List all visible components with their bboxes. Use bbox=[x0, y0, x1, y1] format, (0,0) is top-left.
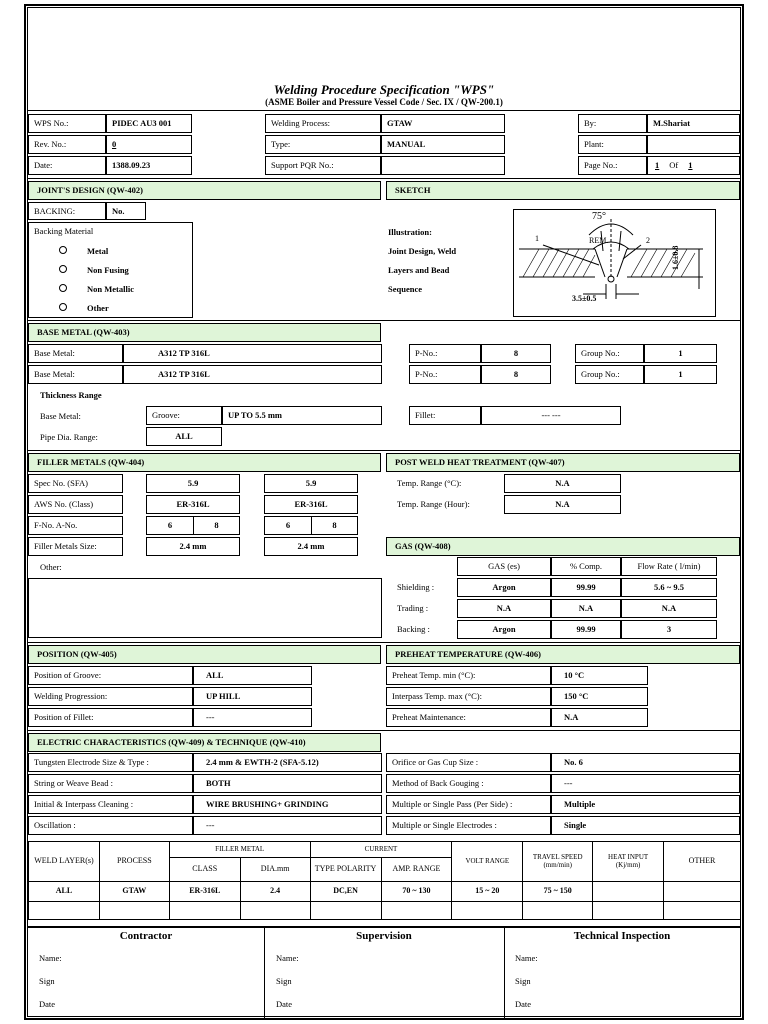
preheat-maintenance-label: Preheat Maintenance: bbox=[386, 708, 551, 727]
f-no-value-2: 6 bbox=[264, 516, 312, 535]
groove-value: UP TO 5.5 mm bbox=[222, 406, 382, 425]
sketch-angle-label: 75° bbox=[592, 211, 606, 222]
oscillation-label: Oscillation : bbox=[28, 816, 193, 835]
interpass-max-value: 150 °C bbox=[551, 687, 648, 706]
other-radio[interactable] bbox=[59, 303, 67, 311]
volt-range-cell: 15 ~ 20 bbox=[452, 882, 523, 902]
empty-cell bbox=[240, 902, 310, 920]
pwht-hour-label: Temp. Range (Hour): bbox=[397, 499, 470, 509]
rev-no-label: Rev. No.: bbox=[28, 135, 106, 154]
a-no-value-1: 8 bbox=[193, 516, 240, 535]
contractor-heading: Contractor bbox=[119, 930, 173, 942]
inspection-sign-label: Sign bbox=[515, 976, 531, 986]
pass-label: Multiple or Single Pass (Per Side) : bbox=[386, 795, 551, 814]
empty-cell bbox=[169, 902, 240, 920]
aws-no-value-2: ER-316L bbox=[264, 495, 358, 514]
support-pqr-value bbox=[381, 156, 505, 175]
sketch-heading: SKETCH bbox=[386, 181, 740, 200]
empty-cell bbox=[664, 902, 741, 920]
date-value: 1388.09.23 bbox=[106, 156, 192, 175]
divider bbox=[27, 730, 741, 731]
rev-no-value: 0 bbox=[106, 135, 192, 154]
f-no-value-1: 6 bbox=[146, 516, 194, 535]
base-metal-label: Base Metal: bbox=[28, 365, 123, 384]
progression-value: UP HILL bbox=[193, 687, 312, 706]
cleaning-value: WIRE BRUSHING+ GRINDING bbox=[193, 795, 382, 814]
trading-label: Trading : bbox=[397, 603, 429, 613]
spec-no-label: Spec No. (SFA) bbox=[28, 474, 123, 493]
heat-input-header: HEAT INPUT (Kj/mm) bbox=[593, 842, 664, 882]
comp-column-header: % Comp. bbox=[551, 557, 621, 576]
empty-cell bbox=[452, 902, 523, 920]
divider bbox=[27, 320, 741, 321]
illustration-line: Layers and Bead bbox=[388, 265, 450, 275]
other-option-label: Other bbox=[87, 303, 109, 313]
contractor-date-label: Date bbox=[39, 999, 56, 1009]
current-header: CURRENT bbox=[310, 842, 452, 858]
class-cell: ER-316L bbox=[169, 882, 240, 902]
divider bbox=[27, 178, 741, 179]
weld-parameters-table bbox=[28, 841, 741, 920]
type-polarity-header: TYPE POLARITY bbox=[310, 858, 381, 882]
base-metal-value: A312 TP 316L bbox=[123, 344, 382, 363]
empty-cell bbox=[381, 902, 452, 920]
thickness-base-metal-label: Base Metal: bbox=[40, 411, 81, 421]
type-value: MANUAL bbox=[381, 135, 505, 154]
empty-cell bbox=[593, 902, 664, 920]
fillet-position-label: Position of Fillet: bbox=[28, 708, 193, 727]
electric-heading: ELECTRIC CHARACTERISTICS (QW-409) & TECHNIQUE (QW-410) bbox=[28, 733, 381, 752]
oscillation-value: --- bbox=[193, 816, 382, 835]
trading-flow: N.A bbox=[621, 599, 717, 618]
filler-metal-header: FILLER METAL bbox=[169, 842, 310, 858]
groove-position-value: ALL bbox=[193, 666, 312, 685]
gas-heading: GAS (QW-408) bbox=[386, 537, 740, 556]
empty-cell bbox=[99, 902, 169, 920]
illustration-line: Joint Design, Weld bbox=[388, 246, 457, 256]
f-a-no-label: F-No. A-No. bbox=[28, 516, 123, 535]
pwht-heading: POST WELD HEAT TREATMENT (QW-407) bbox=[386, 453, 740, 472]
spec-no-value-1: 5.9 bbox=[146, 474, 240, 493]
illustration-label: Illustration: bbox=[388, 227, 432, 237]
trading-comp: N.A bbox=[551, 599, 621, 618]
tungsten-value: 2.4 mm & EWTH-2 (SFA-5.12) bbox=[193, 753, 382, 772]
preheat-min-label: Preheat Temp. min (°C): bbox=[386, 666, 551, 685]
electrodes-label: Multiple or Single Electrodes : bbox=[386, 816, 551, 835]
backing-material-label: Backing Material bbox=[34, 226, 94, 236]
base-metal-value: A312 TP 316L bbox=[123, 365, 382, 384]
page-no-label: Page No.: bbox=[578, 156, 647, 175]
pipe-dia-label: Pipe Dia. Range: bbox=[40, 432, 98, 442]
preheat-heading: PREHEAT TEMPERATURE (QW-406) bbox=[386, 645, 740, 664]
other-header: OTHER bbox=[664, 842, 741, 882]
backing-gas: Argon bbox=[457, 620, 551, 639]
shielding-comp: 99.99 bbox=[551, 578, 621, 597]
spec-no-value-2: 5.9 bbox=[264, 474, 358, 493]
trading-gas: N.A bbox=[457, 599, 551, 618]
gas-column-header: GAS (es) bbox=[457, 557, 551, 576]
groove-position-label: Position of Groove: bbox=[28, 666, 193, 685]
document-subtitle: (ASME Boiler and Pressure Vessel Code / Sec. IX / QW-200.1) bbox=[265, 97, 503, 107]
base-metal-heading: BASE METAL (QW-403) bbox=[28, 323, 381, 342]
amp-range-header: AMP. RANGE bbox=[381, 858, 452, 882]
cleaning-label: Initial & Interpass Cleaning : bbox=[28, 795, 193, 814]
a-no-value-2: 8 bbox=[311, 516, 358, 535]
non-metallic-option-label: Non Metallic bbox=[87, 284, 134, 294]
travel-speed-cell: 75 ~ 150 bbox=[523, 882, 593, 902]
pwht-hour-value: N.A bbox=[504, 495, 621, 514]
shielding-gas: Argon bbox=[457, 578, 551, 597]
amp-range-cell: 70 ~ 130 bbox=[381, 882, 452, 902]
type-polarity-cell: DC,EN bbox=[310, 882, 381, 902]
backing-gas-label: Backing : bbox=[397, 624, 430, 634]
dia-header: DIA.mm bbox=[240, 858, 310, 882]
welding-process-label: Welding Process: bbox=[265, 114, 381, 133]
shielding-flow: 5.6 ~ 9.5 bbox=[621, 578, 717, 597]
by-label: By: bbox=[578, 114, 647, 133]
divider bbox=[27, 110, 741, 111]
supervision-heading: Supervision bbox=[356, 930, 412, 942]
back-gouging-label: Method of Back Gouging : bbox=[386, 774, 551, 793]
weld-layer-header: WELD LAYER(s) bbox=[29, 842, 100, 882]
group-no-value: 1 bbox=[644, 365, 717, 384]
groove-label: Groove: bbox=[146, 406, 222, 425]
preheat-maintenance-value: N.A bbox=[551, 708, 648, 727]
plant-label: Plant: bbox=[578, 135, 647, 154]
pwht-temp-value: N.A bbox=[504, 474, 621, 493]
p-no-label: P-No.: bbox=[409, 365, 481, 384]
orifice-label: Orifice or Gas Cup Size : bbox=[386, 753, 551, 772]
other-notes-box[interactable] bbox=[28, 578, 382, 638]
supervision-sign-label: Sign bbox=[276, 976, 292, 986]
travel-speed-header: TRAVEL SPEED (mm/min) bbox=[523, 842, 593, 882]
metal-option-label: Metal bbox=[87, 246, 109, 256]
fillet-value: --- --- bbox=[481, 406, 621, 425]
filler-size-value-2: 2.4 mm bbox=[264, 537, 358, 556]
backing-flow: 3 bbox=[621, 620, 717, 639]
empty-cell bbox=[310, 902, 381, 920]
sketch-thickness-label: 1.6±0.8 bbox=[671, 245, 680, 270]
progression-label: Welding Progression: bbox=[28, 687, 193, 706]
shielding-label: Shielding : bbox=[397, 582, 435, 592]
backing-value: No. bbox=[106, 202, 146, 220]
volt-range-header: VOLT RANGE bbox=[452, 842, 523, 882]
fillet-label: Fillet: bbox=[409, 406, 481, 425]
sketch-layer-1-label: 1 bbox=[535, 234, 539, 243]
inspection-name-label: Name: bbox=[515, 953, 538, 963]
pass-value: Multiple bbox=[551, 795, 740, 814]
pipe-dia-value: ALL bbox=[146, 427, 222, 446]
contractor-sign-label: Sign bbox=[39, 976, 55, 986]
position-heading: POSITION (QW-405) bbox=[28, 645, 381, 664]
aws-no-value-1: ER-316L bbox=[146, 495, 240, 514]
other-cell bbox=[664, 882, 741, 902]
process-header: PROCESS bbox=[99, 842, 169, 882]
string-weave-value: BOTH bbox=[193, 774, 382, 793]
divider bbox=[27, 926, 741, 928]
supervision-name-label: Name: bbox=[276, 953, 299, 963]
filler-size-label: Filler Metals Size: bbox=[28, 537, 123, 556]
metal-radio[interactable] bbox=[59, 246, 67, 254]
joints-heading: JOINT'S DESIGN (QW-402) bbox=[28, 181, 381, 200]
non-metallic-radio[interactable] bbox=[59, 284, 67, 292]
group-no-label: Group No.: bbox=[575, 344, 644, 363]
p-no-label: P-No.: bbox=[409, 344, 481, 363]
sketch-rem-label: REM. bbox=[589, 236, 609, 245]
joint-sketch bbox=[513, 209, 716, 317]
filler-size-value-1: 2.4 mm bbox=[146, 537, 240, 556]
non-fusing-option-label: Non Fusing bbox=[87, 265, 129, 275]
wps-no-value: PIDEC AU3 001 bbox=[106, 114, 192, 133]
group-no-value: 1 bbox=[644, 344, 717, 363]
interpass-max-label: Interpass Temp. max (°C): bbox=[386, 687, 551, 706]
string-weave-label: String or Weave Bead : bbox=[28, 774, 193, 793]
weld-layer-cell: ALL bbox=[29, 882, 100, 902]
page-no-value: 1 Of 1 bbox=[647, 156, 740, 175]
class-header: CLASS bbox=[169, 858, 240, 882]
wps-no-label: WPS No.: bbox=[28, 114, 106, 133]
backing-label: BACKING: bbox=[28, 202, 106, 220]
tungsten-label: Tungsten Electrode Size & Type : bbox=[28, 753, 193, 772]
empty-cell bbox=[523, 902, 593, 920]
other-label: Other: bbox=[40, 562, 62, 572]
sketch-layer-2-label: 2 bbox=[646, 236, 650, 245]
filler-heading: FILLER METALS (QW-404) bbox=[28, 453, 381, 472]
dia-cell: 2.4 bbox=[240, 882, 310, 902]
illustration-line: Sequence bbox=[388, 284, 422, 294]
back-gouging-value: --- bbox=[551, 774, 740, 793]
process-cell: GTAW bbox=[99, 882, 169, 902]
by-value: M.Shariat bbox=[647, 114, 740, 133]
heat-input-cell bbox=[593, 882, 664, 902]
p-no-value: 8 bbox=[481, 365, 551, 384]
welding-process-value: GTAW bbox=[381, 114, 505, 133]
divider bbox=[27, 642, 741, 643]
base-metal-label: Base Metal: bbox=[28, 344, 123, 363]
group-no-label: Group No.: bbox=[575, 365, 644, 384]
p-no-value: 8 bbox=[481, 344, 551, 363]
support-pqr-label: Support PQR No.: bbox=[265, 156, 381, 175]
electrodes-value: Single bbox=[551, 816, 740, 835]
pwht-temp-label: Temp. Range (°C): bbox=[397, 478, 462, 488]
sketch-gap-label: 3.5±0.5 bbox=[572, 294, 597, 303]
supervision-date-label: Date bbox=[276, 999, 293, 1009]
backing-comp: 99.99 bbox=[551, 620, 621, 639]
inspection-date-label: Date bbox=[515, 999, 532, 1009]
thickness-range-label: Thickness Range bbox=[40, 390, 102, 400]
type-label: Type: bbox=[265, 135, 381, 154]
contractor-name-label: Name: bbox=[39, 953, 62, 963]
non-fusing-radio[interactable] bbox=[59, 265, 67, 273]
preheat-min-value: 10 °C bbox=[551, 666, 648, 685]
inspection-heading: Technical Inspection bbox=[573, 930, 671, 942]
document-title: Welding Procedure Specification "WPS" bbox=[273, 82, 495, 97]
fillet-position-value: --- bbox=[193, 708, 312, 727]
empty-cell bbox=[29, 902, 100, 920]
flow-column-header: Flow Rate ( l/min) bbox=[621, 557, 717, 576]
aws-no-label: AWS No. (Class) bbox=[28, 495, 123, 514]
divider bbox=[27, 450, 741, 451]
plant-value bbox=[647, 135, 740, 154]
date-label: Date: bbox=[28, 156, 106, 175]
orifice-value: No. 6 bbox=[551, 753, 740, 772]
